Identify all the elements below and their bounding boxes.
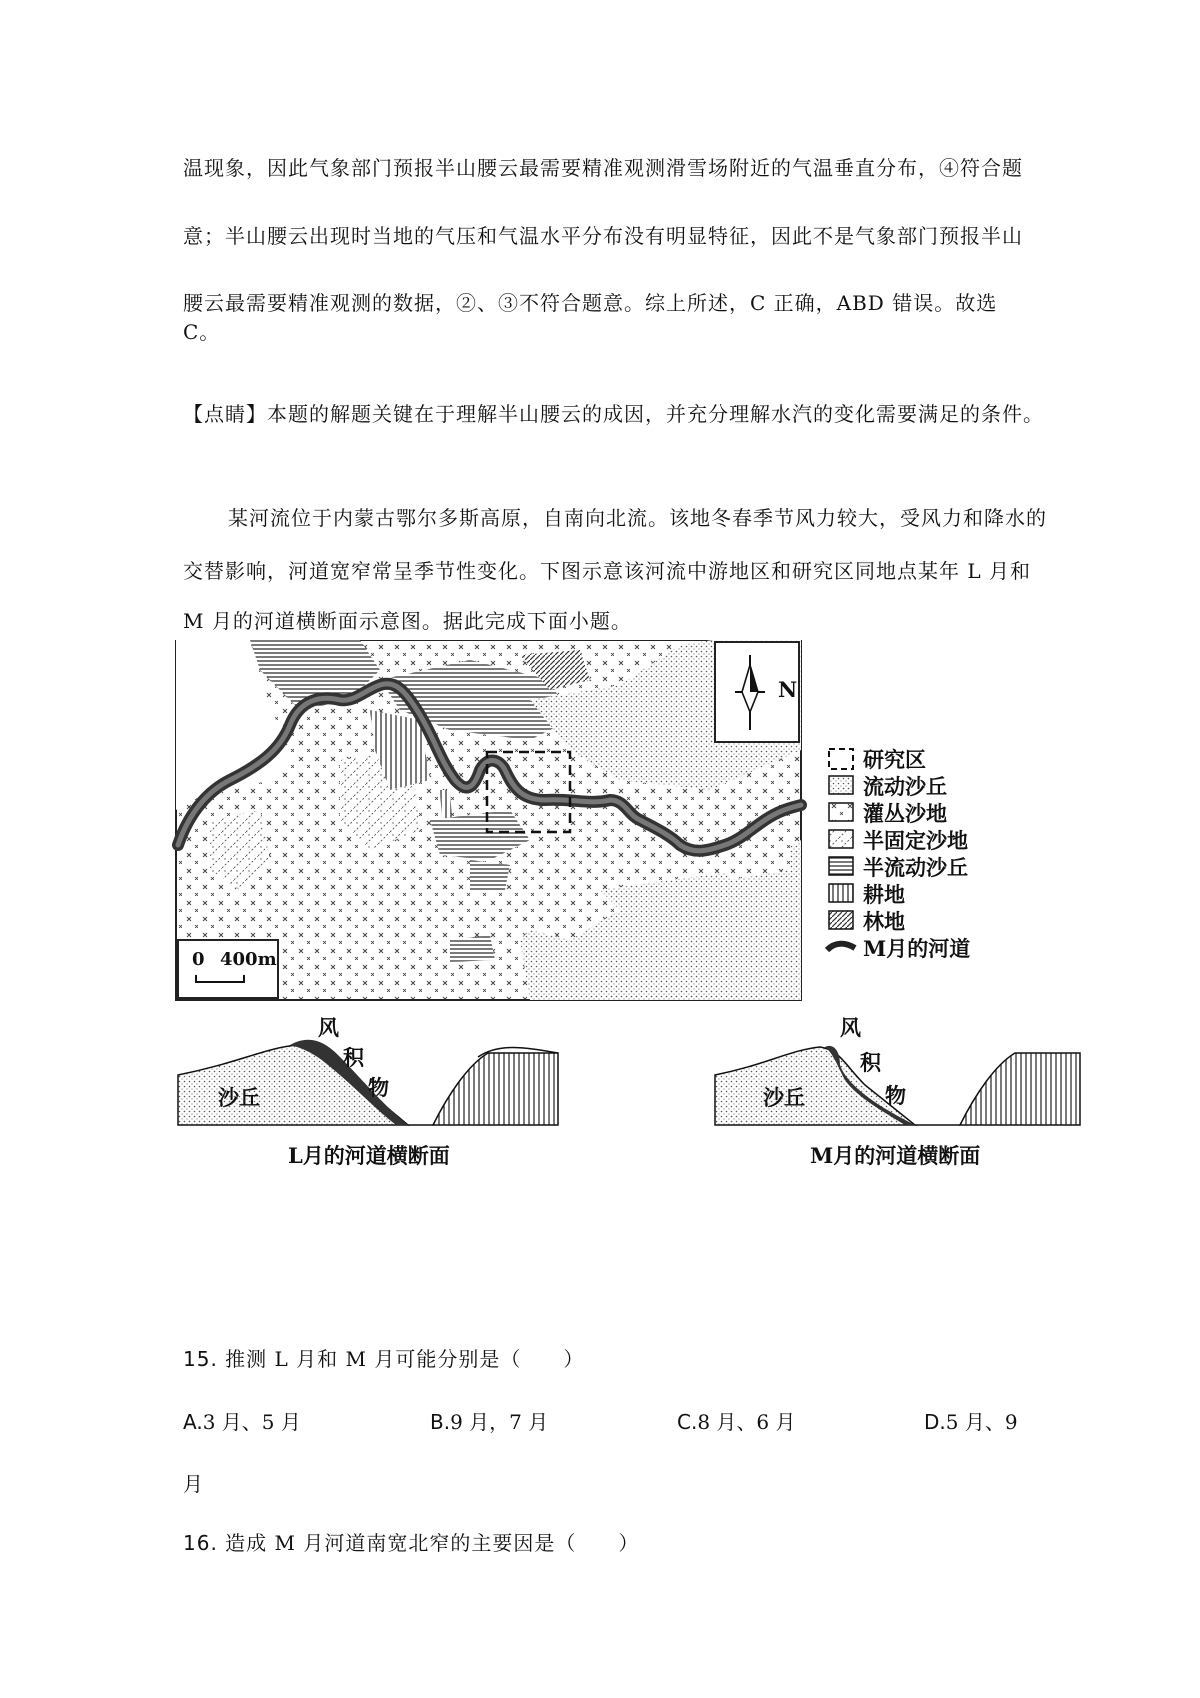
q15-option-a[interactable] xyxy=(183,1406,301,1435)
explanation-line-1: 温现象，因此气象部门预报半山腰云最需要精准观测滑雪场附近的气温垂直分布，④符合题 xyxy=(183,156,1023,180)
q16-stem xyxy=(183,1527,639,1556)
q15-stem xyxy=(183,1343,584,1372)
map xyxy=(176,640,801,1000)
north-label: N xyxy=(778,677,798,702)
option-text: 9 月，7 月 xyxy=(450,1410,549,1434)
cross-section-l xyxy=(178,1015,558,1168)
q15-option-d-wrap: 月 xyxy=(183,1472,203,1496)
q15-number: 15. xyxy=(183,1347,218,1371)
m-label-wu: 物 xyxy=(885,1083,906,1108)
svg-text:半固定沙地: 半固定沙地 xyxy=(863,828,968,853)
legend-item-study xyxy=(829,747,926,772)
explanation-line-2: 意；半山腰云出现时当地的气压和气温水平分布没有明显特征，因此不是气象部门预报半山 xyxy=(183,224,1023,248)
q16-number: 16. xyxy=(183,1531,218,1555)
svg-text:研究区: 研究区 xyxy=(863,747,926,772)
q15-option-c[interactable] xyxy=(677,1406,796,1435)
tip-paragraph: 【点睛】本题的解题关键在于理解半山腰云的成因，并充分理解水汽的变化需要满足的条件。 xyxy=(183,402,1044,426)
cross-section-m xyxy=(715,1015,1080,1168)
legend-item-semifixed xyxy=(829,828,968,853)
passage-line-1: 某河流位于内蒙古鄂尔多斯高原，自南向北流。该地冬春季节风力较大，受风力和降水的 xyxy=(228,506,1047,530)
q15-text: 推测 L 月和 M 月可能分别是（ ） xyxy=(225,1347,585,1371)
option-letter: B. xyxy=(430,1410,451,1434)
legend xyxy=(827,747,970,961)
legend-item-semiflow xyxy=(829,855,968,880)
option-text: 3 月、5 月 xyxy=(202,1410,301,1434)
l-label-ji: 积 xyxy=(343,1045,364,1070)
legend-item-farm xyxy=(829,882,905,907)
l-label-wu: 物 xyxy=(368,1075,389,1100)
passage-line-3: M 月的河道横断面示意图。据此完成下面小题。 xyxy=(183,609,632,633)
scale-distance: 400m xyxy=(220,949,277,970)
m-caption: M月的河道横断面 xyxy=(810,1143,981,1168)
option-text: 8 月、6 月 xyxy=(697,1410,796,1434)
l-farmland xyxy=(433,1053,558,1125)
svg-text:半流动沙丘: 半流动沙丘 xyxy=(863,855,968,880)
svg-text:耕地: 耕地 xyxy=(863,882,905,907)
option-letter: D. xyxy=(924,1410,946,1434)
scale-zero: 0 xyxy=(192,949,205,970)
svg-text:林地: 林地 xyxy=(863,909,905,934)
svg-text:M月的河道: M月的河道 xyxy=(863,936,971,961)
l-dune-label: 沙丘 xyxy=(218,1085,260,1110)
m-label-feng: 风 xyxy=(840,1015,861,1040)
q16-text: 造成 M 月河道南宽北窄的主要因是（ ） xyxy=(225,1531,640,1555)
option-text: 5 月、9 xyxy=(945,1410,1018,1434)
q15-option-b[interactable] xyxy=(430,1406,548,1435)
legend-item-river xyxy=(827,936,970,961)
option-letter: C. xyxy=(677,1410,698,1434)
river-figure xyxy=(150,640,1100,1230)
m-dune-label: 沙丘 xyxy=(763,1085,805,1110)
q15-option-d[interactable] xyxy=(924,1406,1018,1435)
explanation-line-3: 腰云最需要精准观测的数据，②、③不符合题意。综上所述，C 正确，ABD 错误。故选 C。 xyxy=(183,291,998,344)
legend-item-shrub xyxy=(829,801,947,826)
option-letter: A. xyxy=(183,1410,203,1434)
m-farmland xyxy=(960,1053,1080,1125)
l-label-feng: 风 xyxy=(318,1015,339,1040)
legend-item-dune xyxy=(829,774,947,799)
svg-text:流动沙丘: 流动沙丘 xyxy=(863,774,947,799)
svg-text:灌丛沙地: 灌丛沙地 xyxy=(863,801,947,826)
l-caption: L月的河道横断面 xyxy=(288,1143,450,1168)
passage-line-2: 交替影响，河道宽窄常呈季节性变化。下图示意该河流中游地区和研究区同地点某年 L 月和 xyxy=(183,559,1031,583)
m-label-ji: 积 xyxy=(860,1050,881,1075)
legend-item-forest xyxy=(829,909,905,934)
